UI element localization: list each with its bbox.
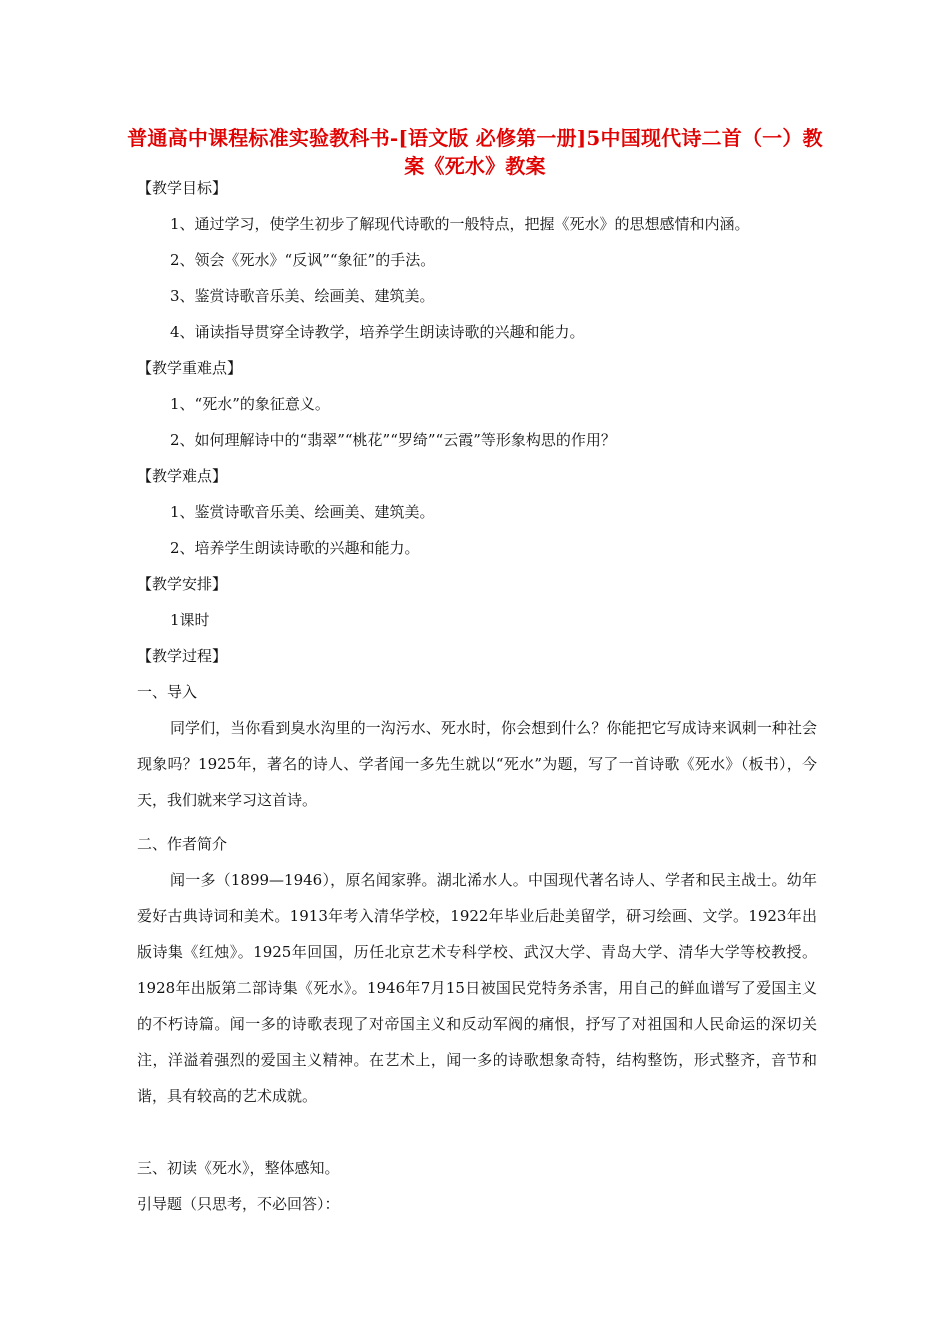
part2-paragraph: 闻一多（1899—1946），原名闻家骅。湖北浠水人。中国现代著名诗人、学者和民主战士。幼年爱好古典诗词和美术。1913年考入清华学校，1922年毕业后赴美留学，研习绘画、文学。1923年出版诗集《红烛》。1925年回国，历任北京艺术专科学校、武汉大学、青岛大学、清华大学等校教授。1928年出版第二部诗集《死水》。1946年7月15日被国民党特务杀害，用自己的鲜血谱写了爱国主义的不朽诗篇。闻一多的诗歌表现了对帝国主义和反动军阀的痛恨，抒写了对祖国和人民命运的深切关注，洋溢着强烈的爱国主义精神。在艺术上，闻一多的诗歌想象奇特，结构整饬，形式整齐，音节和谐，具有较高的艺术成就。: [137, 871, 817, 1105]
goal-item: 4、诵读指导贯穿全诗教学，培养学生朗读诗歌的兴趣和能力。: [170, 323, 585, 341]
key-item: 1、“死水”的象征意义。: [170, 395, 330, 413]
goals-heading: 【教学目标】: [137, 179, 228, 197]
process-heading: 【教学过程】: [137, 647, 228, 665]
difficult-item: 1、鉴赏诗歌音乐美、绘画美、建筑美。: [170, 503, 435, 521]
part3-heading: 三、初读《死水》，整体感知。: [137, 1159, 340, 1177]
part1-paragraph: 同学们，当你看到臭水沟里的一沟污水、死水时，你会想到什么？你能把它写成诗来讽刺一种社会现象吗？1925年，著名的诗人、学者闻一多先生就以“死水”为题，写了一首诗歌《死水》（板书），今天，我们就来学习这首诗。: [137, 719, 817, 809]
part1-heading: 一、导入: [137, 683, 198, 701]
guide-question: 引导题（只思考，不必回答）：: [137, 1195, 340, 1213]
key-item: 2、如何理解诗中的“翡翠”“桃花”“罗绮”“云霞”等形象构思的作用？: [170, 431, 616, 449]
part2-heading: 二、作者简介: [137, 835, 228, 853]
arrangement-heading: 【教学安排】: [137, 575, 228, 593]
arrangement-text: 1课时: [170, 611, 210, 629]
goal-item: 2、领会《死水》“反讽”“象征”的手法。: [170, 251, 436, 269]
difficult-heading: 【教学难点】: [137, 467, 228, 485]
goal-item: 3、鉴赏诗歌音乐美、绘画美、建筑美。: [170, 287, 435, 305]
goal-item: 1、通过学习，使学生初步了解现代诗歌的一般特点，把握《死水》的思想感情和内涵。: [170, 215, 750, 233]
document-title: 普通高中课程标准实验教科书-[语文版 必修第一册]5中国现代诗二首（一）教案《死水》教案: [127, 126, 823, 178]
difficult-item: 2、培养学生朗读诗歌的兴趣和能力。: [170, 539, 420, 557]
key-heading: 【教学重难点】: [137, 359, 243, 377]
